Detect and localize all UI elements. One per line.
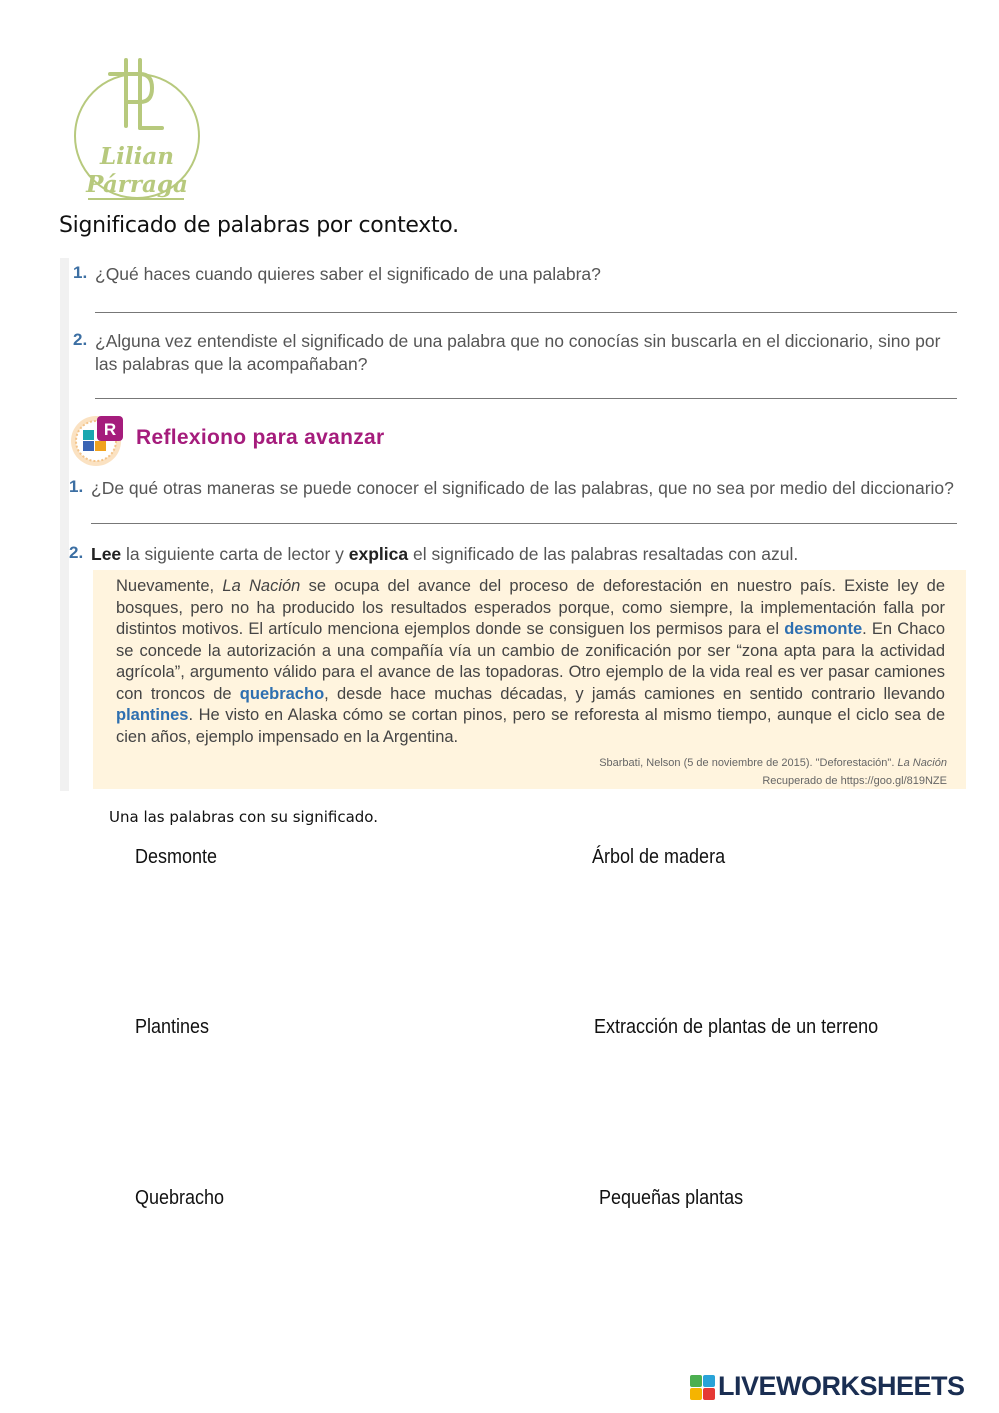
q2-text-part2: el significado de las palabras resaltadas con azul. [408, 544, 799, 564]
reflexiono-badge-letter: R [103, 420, 117, 439]
match-left-desmonte[interactable]: Desmonte [135, 846, 218, 868]
citation-line-2: Recuperado de https://goo.gl/819NZE [762, 775, 947, 787]
question-1-text: ¿Qué haces cuando quieres saber el significado de una palabra? [95, 264, 601, 284]
reflexiono-badge-icon [69, 412, 127, 468]
reflexiono-question-2-number: 2. [69, 543, 84, 562]
liveworksheets-icon [690, 1375, 716, 1401]
reflexiono-question-1-number: 1. [69, 477, 84, 496]
page-title: Significado de palabras por contexto. [59, 213, 459, 238]
keyword-lee: Lee [91, 544, 122, 564]
answer-line-3[interactable] [91, 523, 957, 524]
highlight-quebracho: quebracho [239, 684, 325, 703]
answer-line-1[interactable] [95, 312, 957, 313]
q2-text-part1: la siguiente carta de lector y [121, 544, 349, 564]
letter-part-5: . He visto en Alaska cómo se cortan pinos, pero se reforesta al mismo tiempo, aunque el ciclo sea de cien años, ejemplo impensado en la Argentina. [116, 706, 945, 746]
highlight-plantines: plantines [116, 706, 189, 724]
logo-name-line2: Párraga [86, 171, 188, 198]
reflexiono-question-1-text: ¿De qué otras maneras se puede conocer el significado de las palabras, que no sea por medio del diccionario? [91, 478, 954, 498]
highlight-desmonte: desmonte [784, 620, 863, 638]
match-instruction: Una las palabras con su significado. [109, 808, 378, 826]
question-2-number: 2. [73, 330, 88, 349]
match-right-arbol-de-madera[interactable]: Árbol de madera [592, 846, 726, 868]
question-2-text-line2: las palabras que la acompañaban? [95, 354, 368, 374]
match-right-extraccion[interactable]: Extracción de plantas de un terreno [594, 1016, 879, 1038]
lilian-parraga-logo [66, 56, 208, 208]
answer-line-2[interactable] [95, 398, 957, 399]
question-2-text-line1: ¿Alguna vez entendiste el significado de una palabra que no conocías sin buscarla en el diccionario, sino por [95, 331, 941, 351]
question-1-number: 1. [73, 263, 88, 282]
match-left-plantines[interactable]: Plantines [135, 1016, 210, 1038]
keyword-explica: explica [348, 544, 409, 564]
match-right-pequenas-plantas[interactable]: Pequeñas plantas [599, 1187, 744, 1209]
letter-part-1: Nuevamente, [116, 577, 223, 595]
letter-part-2: se ocupa del avance del proceso de deforestación en nuestro país. Existe ley de bosques, pero no ha producido los resultados esperados porque, como siempre, la implementación falla por distintos motivos. El artículo menciona ejemplos donde se consiguen los permisos para el [116, 577, 945, 638]
match-left-quebracho[interactable]: Quebracho [135, 1187, 225, 1209]
letter-newspaper-name: La Nación [222, 577, 301, 595]
letter-part-3: . En Chaco se concede la autorización a una compañía vía un cambio de zonificación por ser “zona apta para la actividad agrícola”, argumento válido para el avance de las topadoras. Otro ejemplo de la vida real es ver pasar camiones con troncos de [116, 620, 945, 703]
letter-part-4: , desde hace muchas décadas, y jamás camiones en sentido contrario llevando [324, 684, 945, 703]
citation-line-1 [599, 757, 947, 769]
reflexiono-question-2-text [91, 543, 798, 566]
reader-letter-text [116, 576, 945, 748]
reflexiono-title: Reflexiono para avanzar [136, 426, 385, 449]
logo-name-line1: Lilian [99, 143, 175, 170]
liveworksheets-brand: LIVEWORKSHEETS [718, 1371, 965, 1401]
worksheet-panel [60, 258, 957, 791]
reader-letter-box [93, 570, 966, 789]
citation-text: Sbarbati, Nelson (5 de noviembre de 2015). "Deforestación". [599, 757, 895, 769]
liveworksheets-logo [690, 1370, 990, 1406]
citation-source: La Nación [897, 757, 947, 769]
